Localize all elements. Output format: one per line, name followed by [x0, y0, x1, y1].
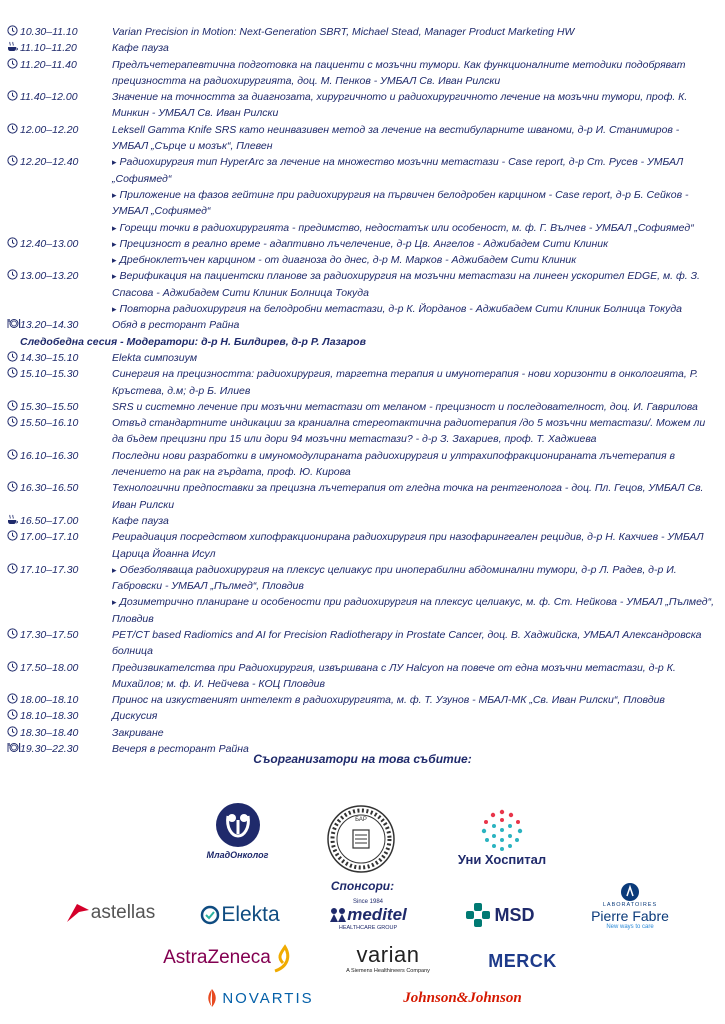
varian-text: varian [356, 942, 420, 967]
time-slot: 15.50–16.10 [20, 417, 79, 430]
schedule-row [0, 708, 725, 724]
schedule-row [0, 350, 725, 366]
pierre-fabre-tag: New ways to care [606, 924, 654, 930]
schedule-row [0, 513, 725, 529]
schedule-row [0, 154, 725, 187]
time-slot: 11.10–11.20 [20, 42, 77, 55]
schedule-row [0, 268, 725, 301]
time-slot: 12.40–13.00 [20, 237, 79, 250]
varian-sub: A Siemens Healthineers Company [346, 968, 430, 974]
plate-icon [0, 317, 20, 331]
schedule-row [0, 448, 725, 481]
merck-logo [475, 948, 570, 974]
msd-text: MSD [494, 904, 535, 925]
talk-title: ▸ Обезболяваща радиохирургия на плексус целиакус при инoперабилни абдоминални тумори, д-р Л. Радев, д-р И. Габровски - УМБАЛ „Пълмед“, Пловдив [112, 562, 725, 595]
astrazeneca-text: AstraZeneca [163, 947, 271, 968]
talk-title: ▸ Верификация на пациентски планове за радиохирургия на мозъчни метастази на линеен ускорител EDGE, м. ф. З. Спасова - Аджибадем Сити Клиник Болница Токуда [112, 268, 725, 301]
bap-seal-logo [325, 803, 397, 875]
talk-title: ▸ Дозиметрично планиране и особености при радиохирургия на плексус целиакус, м. ф. Ст. Нейкова - УМБАЛ „Пълмед“, Пловдив [112, 594, 725, 627]
schedule-row [0, 366, 725, 399]
talk-title: Технологични предпоставки за прецизна лъчетерапия от гледна точка на рентгенолога - доц. Пл. Гецов, УМБАЛ Св. Иван Рилски [112, 482, 704, 511]
clock-icon [0, 660, 20, 674]
talk-title: PET/CT based Radiomics and AI for Precision Radiotherapy in Prostate Cancer, доц. В. Хаджийска, УМБАЛ Александровска болница [112, 628, 702, 658]
talk-title: Дискусия [112, 710, 158, 723]
astellas-logo [55, 898, 165, 928]
clock-icon [0, 725, 20, 739]
pierre-fabre-text: Pierre Fabre [591, 908, 669, 924]
talk-title: Кафе пауза [112, 42, 169, 55]
schedule-row [0, 57, 725, 90]
time-slot: 12.20–12.40 [20, 156, 79, 169]
talk-title: Varian Precision in Motion: Next-Generation SBRT, Michael Stead, Manager Product Marketing HW [112, 26, 575, 38]
icon-spacer [0, 252, 20, 266]
clock-icon [0, 627, 20, 641]
unihospital-text: Уни Хоспитал [457, 851, 547, 867]
schedule-row [0, 594, 725, 627]
elekta-mark-icon [200, 905, 220, 925]
coffee-icon [0, 40, 20, 54]
astellas-text: astellas [90, 902, 156, 923]
astellas-star-icon [65, 902, 91, 924]
clock-icon [0, 692, 20, 706]
schedule-row [0, 122, 725, 155]
talk-title: ▸ Прецизност в реално време - адаптивно лъчелечение, д-р Цв. Ангелов - Аджибадем Сити Клиник [112, 236, 725, 252]
clock-icon [0, 415, 20, 429]
merck-text: MERCK [488, 950, 557, 971]
schedule-row [0, 415, 725, 448]
talk-title: ▸ Горещи точки в радиохирургията - предимство, недостатък или особеност, м. ф. Г. Вълчев - УМБАЛ „Софиямед“ [112, 220, 725, 236]
clock-icon [0, 562, 20, 576]
schedule-row [0, 334, 725, 350]
novartis-text: NOVARTIS [222, 989, 314, 1007]
time-slot: 17.50–18.00 [20, 661, 79, 674]
talk-title: Принос на изкуственият интелект в радиохирургията, м. ф. Т. Узунов - МБАЛ-МК „Св. Иван Рилски“, Пловдив [112, 694, 665, 707]
talk-title: Последни нови разработки в имуномодулираната радиохирургия и ултрахипофракционираната лъчетерапия в лечението на рак на гърдата, проф. Ю. Кирова [112, 449, 675, 479]
elekta-text: Elekta [221, 903, 280, 926]
schedule-row [0, 187, 725, 220]
clock-icon [0, 57, 20, 71]
novartis-logo [192, 984, 327, 1012]
time-slot: 11.40–12.00 [20, 91, 78, 104]
schedule-row [0, 317, 725, 333]
pierre-fabre-logo [575, 876, 685, 936]
astrazeneca-logo [158, 940, 300, 976]
pierre-fabre-lab: LABORATOIRES [602, 902, 658, 908]
time-slot: 17.10–17.30 [20, 563, 79, 576]
clock-icon [0, 448, 20, 462]
time-slot: 11.20–11.40 [20, 58, 77, 71]
schedule-row [0, 692, 725, 708]
meditel-logo [318, 898, 418, 932]
talk-title: Обяд в ресторант Райна [112, 319, 240, 332]
schedule-row [0, 480, 725, 513]
schedule-row [0, 40, 725, 56]
time-slot: 10.30–11.10 [20, 26, 78, 38]
talk-title: ▸ Радиохирургия тип HyperArc за лечение на множество мозъчни метастази - Case report, д-р Ст. Русев - УМБАЛ „Софиямед“ [112, 154, 725, 187]
time-slot: 17.00–17.10 [20, 531, 79, 544]
session-title: Следобедна сесия - Модератори: д-р Н. Билдирев, д-р Р. Лазаров [20, 335, 366, 348]
schedule [0, 24, 725, 757]
time-slot: 14.30–15.10 [20, 351, 79, 364]
clock-icon [0, 529, 20, 543]
meditel-since: Since 1984 [352, 899, 384, 905]
talk-title: Отвъд стандартните индикации за краниална стереотактична радиотерапия /до 5 мозъчни метастази/. Можем ли да бъдем прецизни при 15 или дори 94 мозъчни метастази? - д-р З. Захариев, проф. Т. Хаджиева [112, 417, 706, 446]
schedule-row [0, 725, 725, 741]
clock-icon [0, 399, 20, 413]
astrazeneca-swirl-icon [271, 943, 295, 973]
talk-title: Вечеря в ресторант Райна [112, 743, 249, 756]
time-slot: 15.10–15.30 [20, 368, 79, 381]
mladonkolog-text: МладОнколог [206, 850, 269, 860]
mladonkolog-emblem-icon [215, 802, 261, 848]
time-slot: 18.30–18.40 [20, 726, 79, 739]
varian-logo [338, 940, 438, 976]
talk-title: Предлъчетерапевтична подготовка на пациенти с мозъчни тумори. Как функционалните методики подобряват прецизността на радиохирургията, доц. М. Пенков - УМБАЛ Св. Иван Рилски [112, 58, 686, 87]
schedule-row [0, 220, 725, 236]
schedule-row [0, 252, 725, 268]
talk-title: SRS и системно лечение при мозъчни метастази от меланом - прецизност и последователност, доц. И. Гаврилова [112, 400, 698, 413]
novartis-flame-icon [205, 988, 219, 1008]
talk-title: ▸ Дребноклетъчен карцином - от диагноза до днес, д-р М. Марков - Аджибадем Сити Клиник [112, 252, 725, 268]
coffee-icon [0, 513, 20, 527]
talk-title: Предизвикателства при Радиохирургия, извършвана с ЛУ Halcyon на повече от една мозъчни метастази, д-р К. Михайлов; м. ф. И. Нейчева - КОЦ Пловдив [112, 661, 676, 690]
schedule-row [0, 562, 725, 595]
time-slot: 13.20–14.30 [20, 319, 79, 332]
jnj-logo [385, 984, 540, 1012]
msd-mark-icon [465, 902, 491, 928]
clock-icon [0, 366, 20, 380]
schedule-row [0, 89, 725, 122]
time-slot: 18.10–18.30 [20, 710, 79, 723]
talk-title: Закриване [112, 726, 164, 739]
sponsors-title: Спонсори: [330, 879, 395, 893]
talk-title: Синергия на прецизността: радиохирургия, таргетна терапия и имунотерапия - нови хоризонти в онкологията, Р. Кръстева, д.м; д-р Б. Илиев [112, 368, 698, 397]
schedule-row [0, 399, 725, 415]
time-slot: 16.50–17.00 [20, 514, 79, 527]
schedule-row [0, 24, 725, 40]
clock-icon [0, 268, 20, 282]
clock-icon [0, 236, 20, 250]
unihospital-logo [452, 806, 552, 868]
talk-title: ▸ Приложение на фазов гейтинг при радиохирургия на първичен белодробен карцином - Case report, д-р Б. Сейков - УМБАЛ „Софиямед“ [112, 187, 725, 220]
schedule-row [0, 529, 725, 562]
talk-title: Кафе пауза [112, 514, 169, 527]
time-slot: 19.30–22.30 [20, 743, 79, 756]
meditel-figures-icon [329, 907, 347, 923]
talk-title: Значение на точността за диагнозата, хирургичното и радиохирургичното лечение на мозъчни тумори, проф. К. Минкин - УМБАЛ Св. Иван Рилски [112, 91, 688, 120]
clock-icon [0, 480, 20, 494]
time-slot: 16.30–16.50 [20, 482, 79, 495]
pierre-fabre-mark-icon [620, 882, 640, 902]
clock-icon [0, 24, 20, 38]
mladonkolog-logo [185, 800, 290, 862]
time-slot: 17.30–17.50 [20, 628, 79, 641]
icon-spacer [0, 594, 20, 608]
schedule-row [0, 627, 725, 660]
talk-title: Реирадиация посредством хипофракционирана радиохирургия при назофарингеален рецидив, д-р Н. Кахчиев - УМБАЛ Царица Йоанна Исул [112, 531, 704, 560]
clock-icon [0, 89, 20, 103]
clock-icon [0, 708, 20, 722]
schedule-row [0, 301, 725, 317]
talk-title: Leksell Gamma Knife SRS като неинвазивен метод за лечение на вестибуларните шваноми, д-р И. Станимиров - УМБАЛ „Сърце и мозък“, Плевен [112, 123, 680, 153]
co-organizers-title: Съорганизатори на това събитие: [253, 752, 472, 766]
schedule-row [0, 236, 725, 252]
time-slot: 12.00–12.20 [20, 123, 79, 136]
jnj-text: Johnson&Johnson [403, 989, 522, 1006]
icon-spacer [0, 301, 20, 315]
bap-seal-text: БАР [355, 817, 367, 823]
clock-icon [0, 122, 20, 136]
talk-title: ▸ Повторна радиохирургия на белодробни метастази, д-р К. Йорданов - Аджибадем Сити Клиник Болница Токуда [112, 301, 725, 317]
meditel-sub: HEALTHCARE GROUP [338, 925, 398, 931]
time-slot: 16.10–16.30 [20, 449, 79, 462]
clock-icon [0, 154, 20, 168]
time-slot: 18.00–18.10 [20, 694, 79, 707]
elekta-logo [190, 900, 290, 930]
schedule-row [0, 660, 725, 693]
msd-logo [452, 900, 547, 930]
clock-icon [0, 350, 20, 364]
icon-spacer [0, 220, 20, 234]
talk-title: Elekta симпозиум [112, 351, 198, 364]
meditel-text: meditel [347, 905, 407, 924]
unihospital-dots-icon [480, 808, 524, 852]
time-slot: 15.30–15.50 [20, 400, 79, 413]
time-slot: 13.00–13.20 [20, 270, 79, 283]
icon-spacer [0, 187, 20, 201]
